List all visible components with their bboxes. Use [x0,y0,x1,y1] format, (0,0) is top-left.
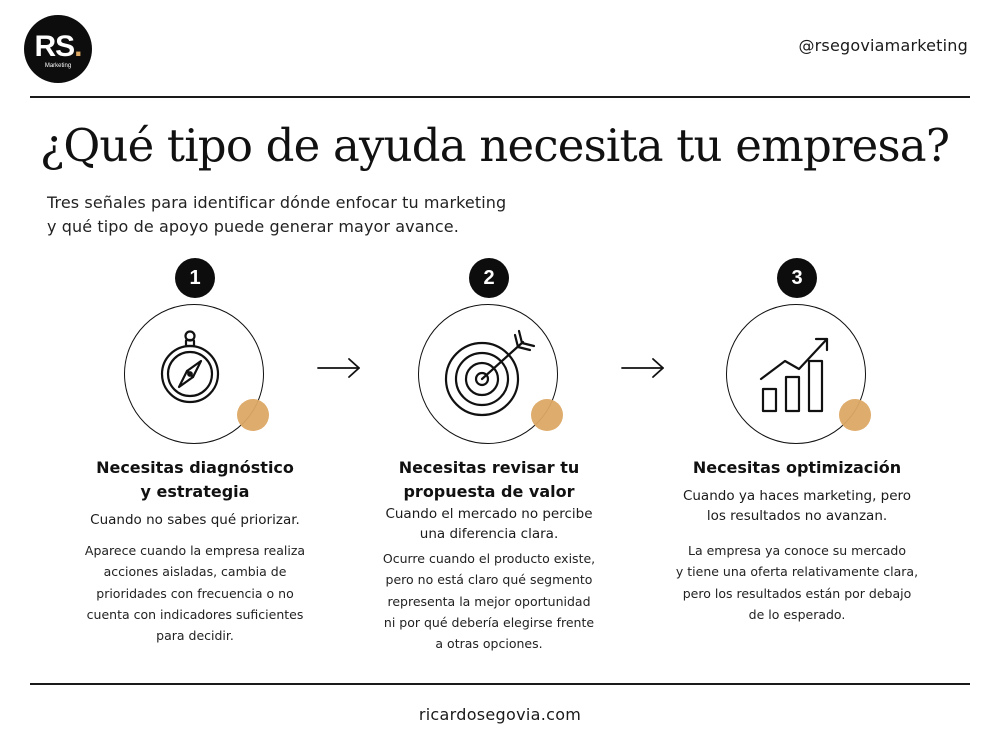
step-title-line: Necesitas revisar tu [398,458,580,477]
bottom-divider [30,683,970,685]
step-lead-line: Cuando el mercado no percibe [385,506,593,522]
website-link[interactable]: ricardosegovia.com [418,705,582,724]
brand-logo [24,15,92,83]
step-body-line: y tiene una oferta relativamente clara, [675,564,919,580]
step-description [349,548,629,654]
top-divider [30,96,970,98]
logo-subtext: Marketing [44,63,72,69]
step-title [349,456,629,504]
social-handle: @rsegoviamarketing [798,36,968,55]
arrow-right-icon [316,356,362,380]
step-title-line: Necesitas diagnóstico [96,458,294,477]
subtitle-line: Tres señales para identificar dónde enfocar tu marketing [47,193,507,212]
step-body-line: ni por qué debería elegirse frente [383,614,595,630]
subtitle-line: y qué tipo de apoyo puede generar mayor avance. [47,217,459,236]
step-body-line: de lo esperado. [748,606,846,622]
step-body-line: a otras opciones. [435,636,543,652]
step-icon-circle [124,304,264,444]
step-lead [657,486,937,526]
step-body-line: pero los resultados están por debajo [682,585,912,601]
accent-dot [839,399,871,431]
step-title-line: Necesitas optimización [692,458,902,477]
accent-dot [531,399,563,431]
step-title [657,456,937,480]
step-title-line: propuesta de valor [403,482,575,501]
step-description [657,540,937,625]
step-title [55,456,335,504]
step-number-badge: 1 [175,258,215,298]
logo-mark: RS. [34,30,82,63]
step-number-badge: 3 [777,258,817,298]
accent-dot [237,399,269,431]
step-icon-circle [418,304,558,444]
step-body-line: cuenta con indicadores suficientes [86,606,304,622]
step-body-line: Ocurre cuando el producto existe, [382,551,596,566]
step-icon-circle [726,304,866,444]
step-body-line: pero no está claro qué segmento [385,572,593,588]
page-title: ¿Qué tipo de ayuda necesita tu empresa? [40,119,950,172]
step-body-line: para decidir. [156,628,234,644]
step-lead-line: los resultados no avanzan. [706,508,888,524]
step-body-line: Aparece cuando la empresa realiza [84,543,306,558]
step-body-line: acciones aisladas, cambia de [103,564,287,580]
step-number-badge: 2 [469,258,509,298]
step-lead-line: una diferencia clara. [419,526,559,542]
step-body-line: representa la mejor oportunidad [387,593,591,609]
page-subtitle [47,191,506,239]
step-lead-line: Cuando no sabes qué priorizar. [90,512,300,528]
step-body-line: prioridades con frecuencia o no [96,585,294,601]
step-description [55,540,335,646]
step-body-line: La empresa ya conoce su mercado [687,543,906,558]
step-lead [349,504,629,544]
step-lead-line: Cuando ya haces marketing, pero [682,488,912,504]
arrow-right-icon [620,356,666,380]
step-lead [55,510,335,530]
step-title-line: y estrategia [140,482,250,501]
logo-dot: . [74,30,82,63]
